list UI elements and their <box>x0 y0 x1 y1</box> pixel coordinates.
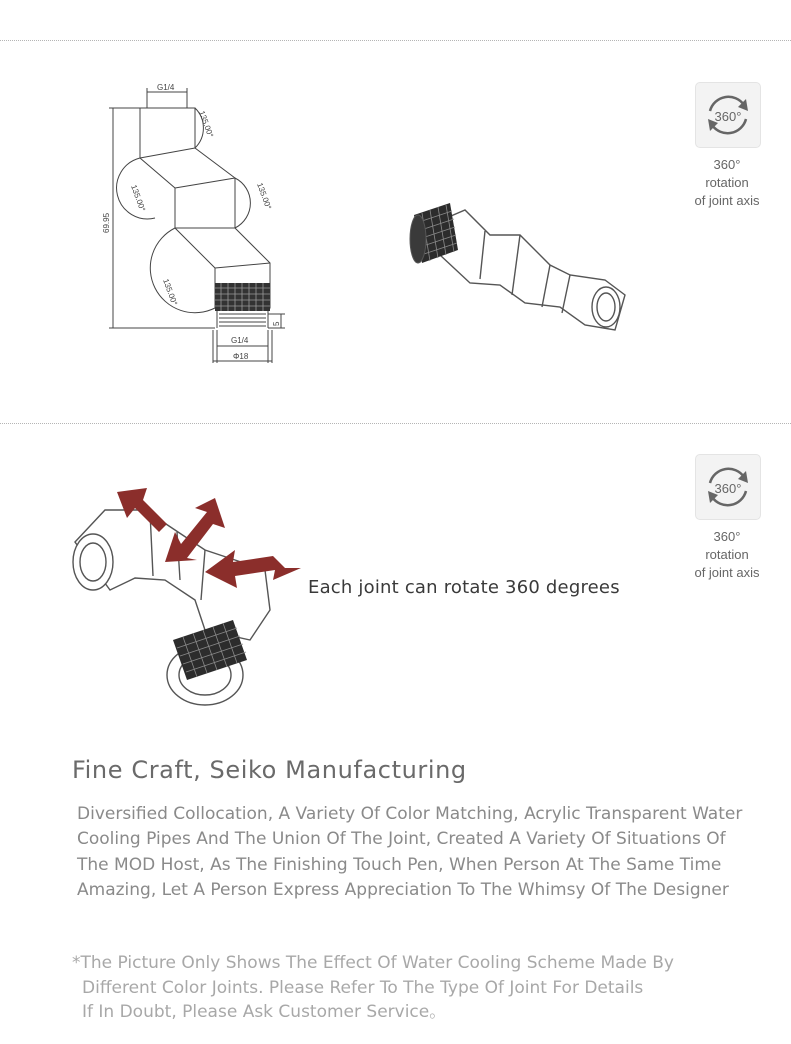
caption-line-3: of joint axis <box>694 565 760 580</box>
top-thread-label: G1/4 <box>157 83 175 92</box>
caption-line-3: of joint axis <box>694 193 760 208</box>
rotation-tagline: Each joint can rotate 360 degrees <box>308 577 620 598</box>
top-divider <box>0 40 791 41</box>
thread-depth-label: 5 <box>272 321 281 326</box>
diameter-label: Φ18 <box>233 352 249 361</box>
rotate-icon <box>696 83 760 147</box>
angle-label-1: 135.00° <box>197 109 216 139</box>
caption-line-1: 360° <box>713 529 741 544</box>
rotation-illustration <box>65 480 305 715</box>
caption-line-2: rotation <box>705 175 749 190</box>
rotate-icon <box>696 455 760 519</box>
section-heading: Fine Craft, Seiko Manufacturing <box>72 756 467 784</box>
badge-caption-bottom <box>677 528 777 582</box>
bottom-thread-label: G1/4 <box>231 336 249 345</box>
fitting-illustration <box>400 195 640 345</box>
description-paragraph: Diversified Collocation, A Variety Of Color Matching, Acrylic Transparent Water Cooling Pipes And The Union Of The Joint, Created A Variety Of Situations Of The MOD Host, As The Finishing Touch Pen, When Person At The Same Time Amazing, Let A Person Express Appreciation To The Whimsy Of The Designer <box>77 804 743 900</box>
middle-divider <box>0 423 791 424</box>
rotation-badge-bottom <box>695 454 761 520</box>
note-line-3: If In Doubt, Please Ask Customer Service。 <box>82 1002 447 1022</box>
badge-caption-top <box>677 156 777 210</box>
angle-label-3: 135.00° <box>255 181 274 211</box>
technical-drawing <box>95 78 295 368</box>
note-line-1: *The Picture Only Shows The Effect Of Water Cooling Scheme Made By <box>72 953 674 973</box>
note-line-2: Different Color Joints. Please Refer To The Type Of Joint For Details <box>82 977 644 998</box>
angle-label-2: 135.00° <box>129 183 148 213</box>
badge-value-bottom: 360° <box>714 481 742 496</box>
rotation-badge-top <box>695 82 761 148</box>
height-label: 69.95 <box>102 212 111 233</box>
caption-line-1: 360° <box>713 157 741 172</box>
disclaimer-note <box>72 951 762 1025</box>
angle-label-4: 135.00° <box>161 277 180 307</box>
caption-line-2: rotation <box>705 547 749 562</box>
badge-value-top: 360° <box>714 109 742 124</box>
